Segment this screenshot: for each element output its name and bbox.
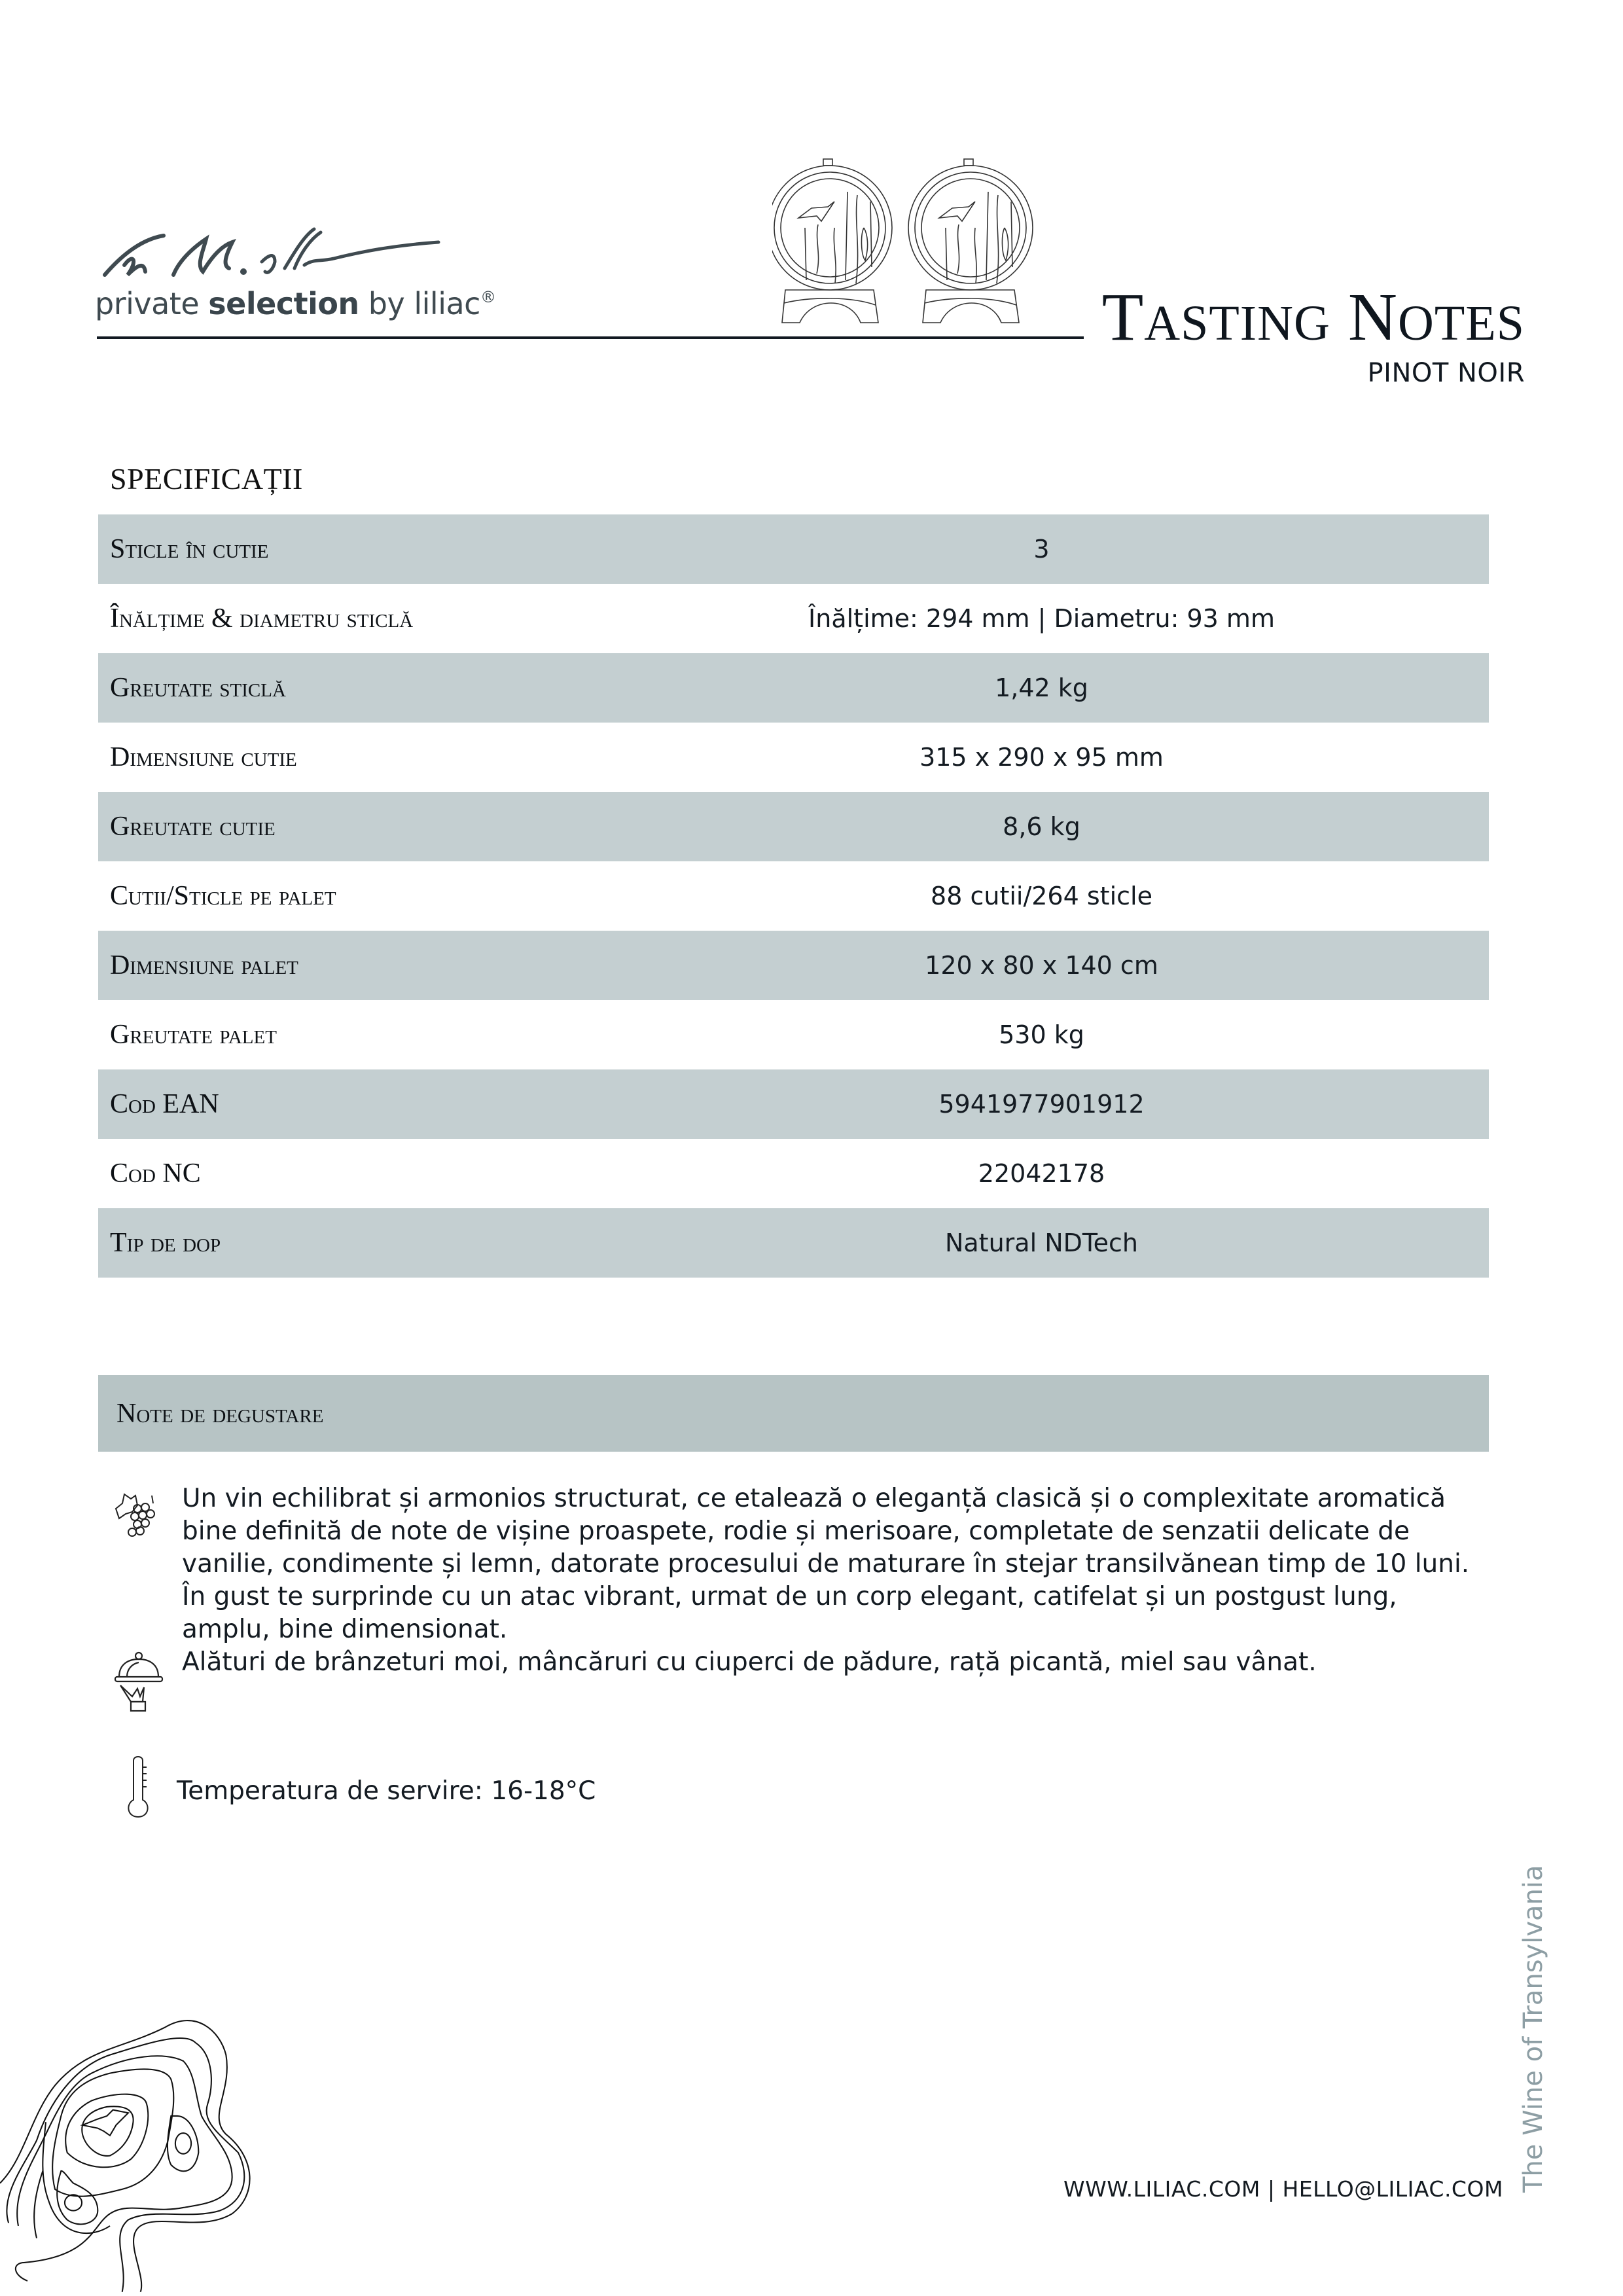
brand-name: private selection by liliac® [95,286,496,321]
tasting-description: Un vin echilibrat și armonios structurat, ce etalează o eleganță clasică și o complexitate aromatică bine definită de note de vișine proaspete, rodie și merisoare, completate de senzatii delicate de vanilie, condimente și lemn, datorate procesului de maturare în stejar transilvănean timp de 10 luni. În gust te surprinde cu un atac vibrant, urmat de un corp elegant, catifelat și un postgust lung, amplu, bine dimensionat. [182,1484,1470,1644]
spec-label: Înălțime & diametru sticlă [110,603,414,634]
spec-label: Greutate sticlă [110,673,286,703]
spec-row [98,861,1489,931]
spec-label: Dimensiune palet [110,950,298,980]
tagline: The Wine of Transylvania [1518,1865,1548,2193]
thermometer-icon [122,1754,154,1820]
barrel-icon [772,159,892,323]
spec-value: 22042178 [978,1159,1105,1188]
spec-label: Greutate cutie [110,812,276,842]
signature-logo [98,226,452,285]
spec-row [98,1208,1489,1278]
spec-row [98,792,1489,861]
spec-label: Dimensiune cutie [110,742,297,772]
spec-value: Înălțime: 294 mm | Diametru: 93 mm [808,604,1275,633]
spec-row [98,584,1489,653]
spec-value: 120 x 80 x 140 cm [925,951,1158,980]
spec-row [98,1139,1489,1208]
wine-variety: PINOT NOIR [1367,358,1525,388]
specs-table [98,514,1489,1278]
barrel-icon [908,159,1033,323]
spec-row [98,653,1489,723]
spec-label: Cod EAN [110,1089,219,1119]
topographic-map-decoration [0,1990,275,2296]
spec-row [98,931,1489,1000]
spec-row [98,1069,1489,1139]
spec-value: 5941977901912 [938,1090,1145,1119]
tasting-notes-header [98,1375,1489,1452]
serving-cloche-icon [113,1649,165,1715]
spec-value: 88 cutii/264 sticle [931,882,1152,910]
spec-value: 8,6 kg [1003,812,1080,841]
spec-value: 1,42 kg [995,673,1088,702]
spec-value: 315 x 290 x 95 mm [919,743,1164,772]
spec-row [98,1000,1489,1069]
page-title: TASTING NOTES [1101,279,1525,355]
wine-barrels-illustration [772,156,1060,326]
specs-heading: SPECIFICAȚII [110,462,303,495]
food-pairing: Alături de brânzeturi moi, mâncăruri cu ciuperci de pădure, rață picantă, miel sau vânat. [182,1647,1317,1677]
serving-temperature: Temperatura de servire: 16-18°C [177,1776,596,1806]
spec-label: Sticle în cutie [110,534,269,564]
spec-row [98,723,1489,792]
spec-row [98,514,1489,584]
spec-value: 3 [1033,535,1050,564]
spec-label: Tip de dop [110,1228,221,1258]
spec-label: Cod NC [110,1158,201,1189]
grapes-icon [113,1489,165,1541]
spec-value: Natural NDTech [944,1229,1139,1257]
header-divider [97,336,1084,339]
contact-info: WWW.LILIAC.COM | HELLO@LILIAC.COM [1063,2176,1503,2202]
spec-label: Cutii/Sticle pe palet [110,881,336,911]
spec-value: 530 kg [999,1020,1084,1049]
tasting-notes-heading: Note de degustare [116,1398,324,1429]
spec-label: Greutate palet [110,1020,277,1050]
